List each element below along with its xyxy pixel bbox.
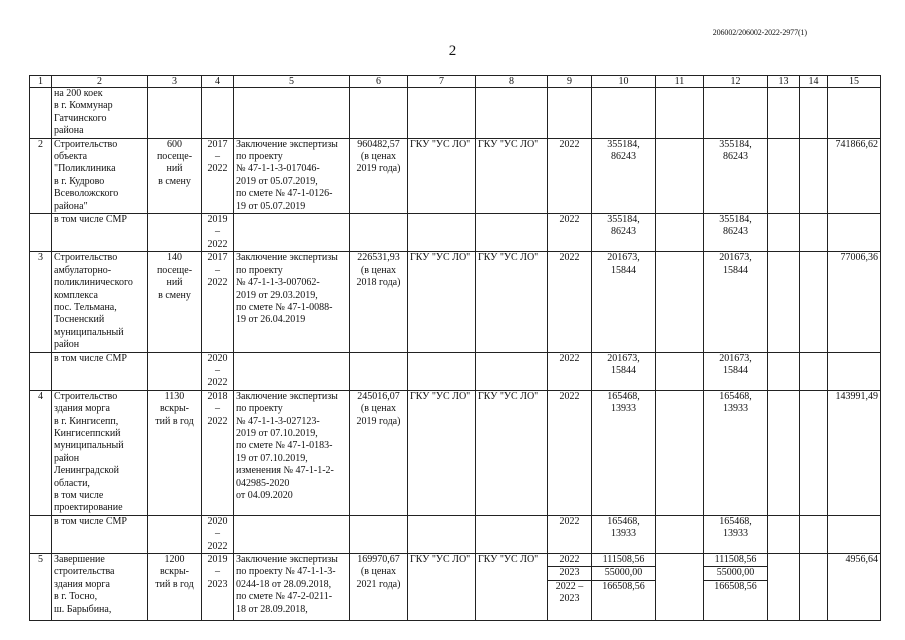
cell-expertise [234,214,350,252]
cell-cost [350,515,408,553]
cell-capacity: 600 посеще- ний в смену [148,138,202,213]
column-number: 10 [592,76,656,88]
cell-amount-total: 165468, 13933 [704,390,768,515]
cell-number [30,214,52,252]
cell-capacity: 140 посеще- ний в смену [148,252,202,352]
cell-customer: ГКУ "УС ЛО" [408,252,476,352]
cell-customer [408,88,476,139]
cell-col11 [656,515,704,553]
cell-amount [592,88,656,139]
cell-cost: 960482,57 (в ценах 2019 года) [350,138,408,213]
column-number-row [30,76,881,88]
cell-customer: ГКУ "УС ЛО" [408,390,476,515]
cell-remaining: 741866,62 [828,138,881,213]
cell-period: 2020 – 2022 [202,352,234,390]
cell-expertise: Заключение экспертизы по проекту № 47-1-1-3-007062- 2019 от 29.03.2019, по смете № 47-1-0088- 19 от 26.04.2019 [234,252,350,352]
table-row [30,138,881,213]
cell-capacity: 1200 вскры- тий в год [148,554,202,621]
cell-amount-total: 111508,56 [704,554,768,567]
cell-expertise [234,515,350,553]
cell-col14 [800,515,828,553]
cell-col11 [656,214,704,252]
cell-number: 4 [30,390,52,515]
column-number: 13 [768,76,800,88]
cell-amount-total: 55000,00 [704,567,768,580]
cell-developer: ГКУ "УС ЛО" [476,390,548,515]
cell-developer [476,515,548,553]
column-number: 3 [148,76,202,88]
cell-col13 [768,214,800,252]
column-number: 4 [202,76,234,88]
cell-col14 [800,252,828,352]
cell-col14 [800,352,828,390]
cell-amount-total: 355184, 86243 [704,214,768,252]
cell-amount: 166508,56 [592,580,656,620]
cell-remaining [828,515,881,553]
cell-capacity [148,515,202,553]
cell-amount: 355184, 86243 [592,214,656,252]
cell-capacity [148,352,202,390]
cell-amount: 55000,00 [592,567,656,580]
cell-cost [350,214,408,252]
cell-remaining [828,88,881,139]
column-number: 15 [828,76,881,88]
cell-number: 3 [30,252,52,352]
cell-col13 [768,88,800,139]
cell-expertise: Заключение экспертизы по проекту № 47-1-1-3-017046- 2019 от 05.07.2019, по смете № 47-1-0126- 19 от 05.07.2019 [234,138,350,213]
column-number: 8 [476,76,548,88]
cell-period: 2017 – 2022 [202,252,234,352]
table-row [30,390,881,515]
cell-name: Строительство амбулаторно- поликлинического комплекса пос. Тельмана, Тосненский муниципальный район [52,252,148,352]
cell-col14 [800,88,828,139]
cell-developer [476,88,548,139]
cell-expertise: Заключение экспертизы по проекту № 47-1-1-3- 0244-18 от 28.09.2018, по смете № 47-2-0211- 18 от 28.09.2018, [234,554,350,621]
cell-cost: 245016,07 (в ценах 2019 года) [350,390,408,515]
cell-period: 2020 – 2022 [202,515,234,553]
column-number: 5 [234,76,350,88]
cell-year [548,88,592,139]
table-row [30,252,881,352]
cell-capacity [148,214,202,252]
cell-number [30,515,52,553]
cell-remaining: 4956,64 [828,554,881,621]
cell-developer: ГКУ "УС ЛО" [476,138,548,213]
cell-customer [408,515,476,553]
cell-customer: ГКУ "УС ЛО" [408,138,476,213]
cell-year: 2022 [548,252,592,352]
cell-amount: 201673, 15844 [592,352,656,390]
investment-objects-table [29,75,881,621]
cell-name: в том числе СМР [52,352,148,390]
cell-expertise: Заключение экспертизы по проекту № 47-1-1-3-027123- 2019 от 07.10.2019, по смете № 47-1-0183- 19 от 07.10.2019, изменения № 47-1-1-2- 042985-2020 от 04.09.2020 [234,390,350,515]
table-row [30,352,881,390]
cell-amount: 165468, 13933 [592,515,656,553]
cell-developer [476,352,548,390]
cell-col13 [768,554,800,621]
cell-col11 [656,252,704,352]
cell-expertise [234,352,350,390]
cell-col14 [800,138,828,213]
cell-number [30,352,52,390]
cell-remaining [828,352,881,390]
cell-col14 [800,554,828,621]
table-row [30,214,881,252]
cell-cost: 226531,93 (в ценах 2018 года) [350,252,408,352]
cell-developer: ГКУ "УС ЛО" [476,252,548,352]
cell-number: 5 [30,554,52,621]
cell-col13 [768,390,800,515]
cell-period: 2017 – 2022 [202,138,234,213]
cell-year: 2022 [548,390,592,515]
cell-cost [350,88,408,139]
cell-col13 [768,138,800,213]
cell-col11 [656,352,704,390]
column-number: 14 [800,76,828,88]
column-number: 11 [656,76,704,88]
cell-remaining: 77006,36 [828,252,881,352]
cell-expertise [234,88,350,139]
cell-name: на 200 коек в г. Коммунар Гатчинского района [52,88,148,139]
cell-cost [350,352,408,390]
cell-customer: ГКУ "УС ЛО" [408,554,476,621]
cell-number: 2 [30,138,52,213]
cell-col11 [656,554,704,621]
column-number: 9 [548,76,592,88]
cell-developer [476,214,548,252]
cell-capacity [148,88,202,139]
cell-col14 [800,214,828,252]
column-number: 1 [30,76,52,88]
cell-amount-total: 355184, 86243 [704,138,768,213]
cell-capacity: 1130 вскры- тий в год [148,390,202,515]
cell-col11 [656,138,704,213]
cell-col11 [656,88,704,139]
cell-number [30,88,52,139]
cell-amount-total [704,88,768,139]
cell-year: 2023 [548,567,592,580]
cell-name: Строительство объекта "Поликлиника в г. Кудрово Всеволожского района" [52,138,148,213]
cell-name: в том числе СМР [52,515,148,553]
document-id: 206002/206002-2022-2977(1) [712,28,807,37]
cell-period [202,88,234,139]
cell-period: 2019 – 2022 [202,214,234,252]
cell-name: Завершение строительства здания морга в г. Тосно, ш. Барыбина, [52,554,148,621]
cell-col11 [656,390,704,515]
cell-year: 2022 [548,515,592,553]
cell-name: Строительство здания морга в г. Кингисепп, Кингисеппский муниципальный район Ленинградской области, в том числе проектирование [52,390,148,515]
cell-developer: ГКУ "УС ЛО" [476,554,548,621]
page-number: 2 [448,43,457,59]
table-row [30,515,881,553]
cell-cost: 169970,67 (в ценах 2021 года) [350,554,408,621]
cell-year: 2022 [548,352,592,390]
cell-amount-total: 166508,56 [704,580,768,620]
cell-remaining [828,214,881,252]
cell-amount: 111508,56 [592,554,656,567]
cell-amount-total: 201673, 15844 [704,252,768,352]
cell-amount: 201673, 15844 [592,252,656,352]
cell-year: 2022 – 2023 [548,580,592,620]
cell-amount: 165468, 13933 [592,390,656,515]
table-row [30,88,881,139]
column-number: 6 [350,76,408,88]
cell-period: 2018 – 2022 [202,390,234,515]
cell-col13 [768,515,800,553]
cell-year: 2022 [548,214,592,252]
cell-amount-total: 201673, 15844 [704,352,768,390]
cell-year: 2022 [548,138,592,213]
cell-customer [408,352,476,390]
cell-col13 [768,252,800,352]
cell-col13 [768,352,800,390]
cell-name: в том числе СМР [52,214,148,252]
column-number: 12 [704,76,768,88]
cell-period: 2019 – 2023 [202,554,234,621]
column-number: 2 [52,76,148,88]
cell-amount: 355184, 86243 [592,138,656,213]
cell-customer [408,214,476,252]
cell-remaining: 143991,49 [828,390,881,515]
column-number: 7 [408,76,476,88]
cell-year: 2022 [548,554,592,567]
cell-col14 [800,390,828,515]
table-row [30,554,881,567]
cell-amount-total: 165468, 13933 [704,515,768,553]
